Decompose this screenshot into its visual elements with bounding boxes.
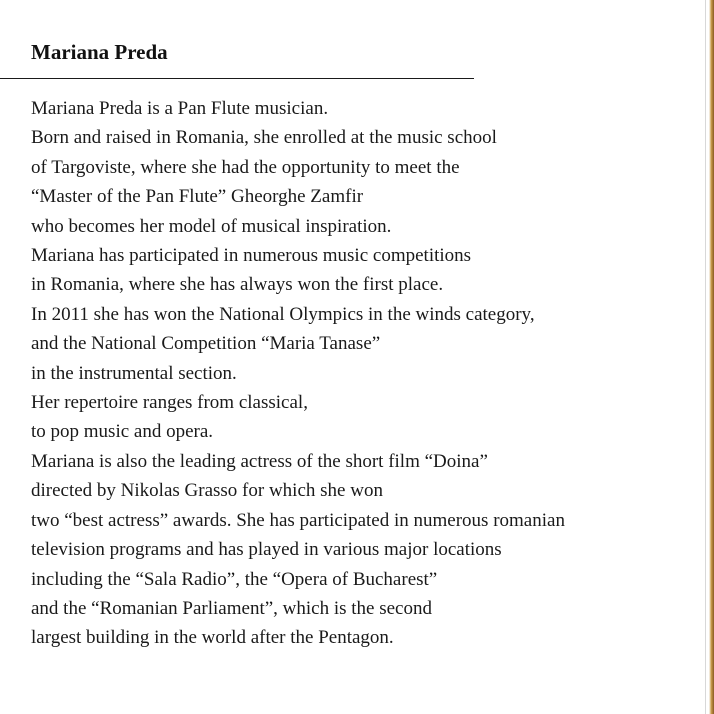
text-line: largest building in the world after the Pentagon. xyxy=(31,627,394,649)
text-line: two “best actress” awards. She has participated in numerous romanian xyxy=(31,509,565,531)
text-line: Mariana is also the leading actress of the short film “Doina” xyxy=(31,450,488,472)
text-line: directed by Nikolas Grasso for which she won xyxy=(31,480,383,502)
text-line: Mariana has participated in numerous music competitions xyxy=(31,245,472,267)
page-title: Mariana Preda xyxy=(31,40,168,64)
text-line: Born and raised in Romania, she enrolled at the music school xyxy=(31,127,497,149)
text-line: of Targoviste, where she had the opportunity to meet the xyxy=(31,156,460,178)
text-line: and the National Competition “Maria Tanase” xyxy=(31,333,381,355)
text-line: in the instrumental section. xyxy=(31,362,237,384)
text-line: Her repertoire ranges from classical, xyxy=(31,392,308,414)
text-line: and the “Romanian Parliament”, which is the second xyxy=(31,597,432,619)
text-line: “Master of the Pan Flute” Gheorghe Zamfir xyxy=(31,186,364,208)
text-line: In 2011 she has won the National Olympics in the winds category, xyxy=(31,303,535,325)
text-line: who becomes her model of musical inspiration. xyxy=(31,215,392,237)
text-line: to pop music and opera. xyxy=(31,421,214,443)
text-line: in Romania, where she has always won the first place. xyxy=(31,274,444,296)
biography-text xyxy=(31,94,565,653)
title-divider xyxy=(0,78,474,79)
page-edge-stripe xyxy=(709,0,714,714)
page-edge-line xyxy=(705,0,706,714)
text-line: Mariana Preda is a Pan Flute musician. xyxy=(31,98,329,119)
text-line: television programs and has played in various major locations xyxy=(31,539,502,561)
text-line: including the “Sala Radio”, the “Opera of Bucharest” xyxy=(31,568,438,590)
